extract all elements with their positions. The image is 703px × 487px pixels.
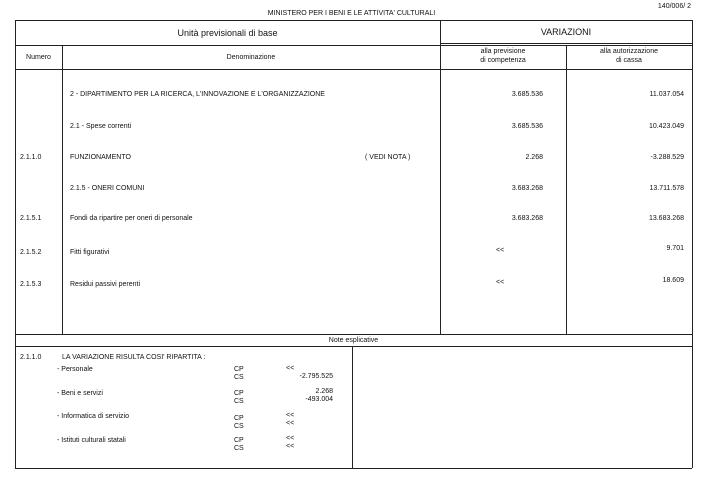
column-header-cassa-line2: di cassa <box>616 57 642 64</box>
note-item-cs: -493.004 <box>305 396 333 403</box>
note-item-cp: << <box>286 365 295 372</box>
row-competenza: 2.268 <box>525 154 543 161</box>
column-header-denominazione: Denominazione <box>226 54 276 61</box>
note-item-cs-code: CS <box>234 398 244 405</box>
row-denominazione: 2.1.5 - ONERI COMUNI <box>70 185 145 192</box>
notes-numero: 2.1.1.0 <box>20 354 42 361</box>
row-competenza: << <box>496 279 505 286</box>
notes-title: Note esplicative <box>328 337 379 344</box>
row-denominazione: Fitti figurativi <box>70 249 110 256</box>
row-competenza: << <box>496 247 505 254</box>
column-header-numero: Numero <box>26 54 51 61</box>
row-numero: 2.1.1.0 <box>20 154 42 161</box>
row-competenza: 3.683.268 <box>511 215 543 222</box>
note-item-cs: -2.795.525 <box>299 373 333 380</box>
note-item-cp: << <box>286 412 295 419</box>
row-competenza: 3.683.268 <box>511 185 543 192</box>
row-competenza: 3.685.536 <box>511 91 543 98</box>
row-cassa: 11.037.054 <box>649 91 684 98</box>
row-cassa: 18.609 <box>662 277 684 284</box>
row-denominazione: 2 - DIPARTIMENTO PER LA RICERCA, L'INNOVAZIONE E L'ORGANIZZAZIONE <box>70 91 325 98</box>
column-header-competenza-line2: di competenza <box>480 57 526 64</box>
note-item-cs-code: CS <box>234 445 244 452</box>
row-nota: ( VEDI NOTA ) <box>365 154 411 161</box>
column-header-competenza-line1: alla previsione <box>480 48 526 55</box>
group-header-unita: Unità previsionali di base <box>177 28 278 38</box>
row-cassa: 13.683.268 <box>648 215 684 222</box>
page-title: MINISTERO PER I BENI E LE ATTIVITA' CULTURALI <box>267 10 436 17</box>
note-item-cp-code: CP <box>234 415 244 422</box>
note-item-cp: 2.268 <box>315 388 333 395</box>
note-item-cp-code: CP <box>234 390 244 397</box>
row-denominazione: Residui passivi perenti <box>70 281 141 288</box>
row-numero: 2.1.5.2 <box>20 249 42 256</box>
row-denominazione: FUNZIONAMENTO <box>70 154 131 161</box>
page-reference: 140/006/ 2 <box>657 3 691 10</box>
notes-intro: LA VARIAZIONE RISULTA COSI' RIPARTITA : <box>62 354 206 361</box>
note-item-cp-code: CP <box>234 366 244 373</box>
row-cassa: -3.288.529 <box>650 154 684 161</box>
group-header-variazioni: VARIAZIONI <box>540 27 592 37</box>
row-cassa: 10.423.049 <box>648 123 684 130</box>
row-denominazione: 2.1 - Spese correnti <box>70 123 132 130</box>
row-cassa: 9.701 <box>666 245 684 252</box>
note-item-cp-code: CP <box>234 437 244 444</box>
note-item-cs-code: CS <box>234 423 244 430</box>
row-numero: 2.1.5.1 <box>20 215 42 222</box>
row-numero: 2.1.5.3 <box>20 281 42 288</box>
note-item-cs-code: CS <box>234 374 244 381</box>
note-item-cs: << <box>286 420 295 427</box>
note-item-label: - Beni e servizi <box>57 390 103 397</box>
note-item-cs: << <box>286 443 295 450</box>
row-competenza: 3.685.536 <box>511 123 543 130</box>
note-item-cp: << <box>286 435 295 442</box>
row-denominazione: Fondi da ripartire per oneri di personale <box>70 215 193 222</box>
row-cassa: 13.711.578 <box>649 185 684 192</box>
note-item-label: - Personale <box>57 366 93 373</box>
column-header-cassa-line1: alla autorizzazione <box>600 48 658 55</box>
note-item-label: - Istituti culturali statali <box>57 437 126 444</box>
note-item-label: - Informatica di servizio <box>57 413 129 420</box>
